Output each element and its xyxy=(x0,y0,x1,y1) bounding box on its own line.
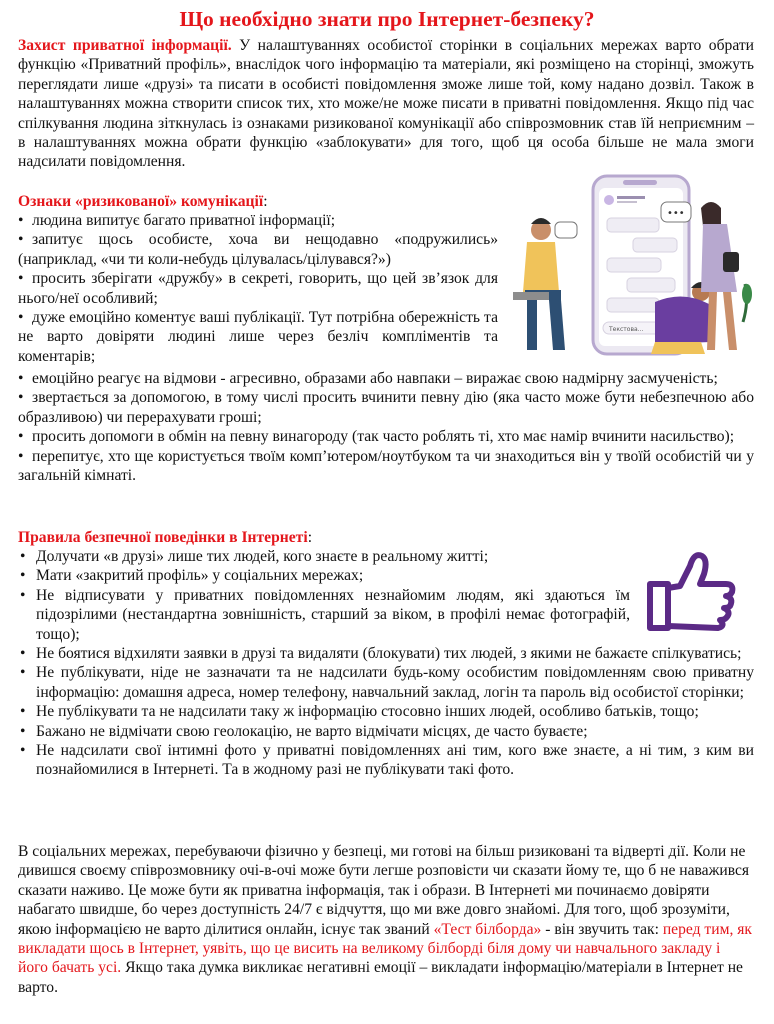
privacy-paragraph xyxy=(18,36,754,172)
list-item: • запитує щось особисте, хоча ви нещодавно «подружились» (наприклад, «чи ти коли-небудь цілувалась/цілувався?») xyxy=(18,230,498,269)
closing-text-2: - він звучить так: xyxy=(545,920,659,938)
list-item: • перепитує, хто ще користується твоїм комп’ютером/ноутбуком та чи знаходиться він у твоїй особистій чи у загальній кімнаті. xyxy=(18,447,754,486)
risky-heading: Ознаки «ризикованої» комунікації: xyxy=(18,193,268,210)
risky-list-narrow xyxy=(18,211,498,366)
privacy-text: У налаштуваннях особистої сторінки в соціальних мережах варто обрати функцію «Приватний профіль», внаслідок чого інформацію та матеріали, які розміщено на сторінці, зможуть переглядати лише «друзі» та писати в особисті повідомлення зможе лише той, кому надано дозвіл. Також в налаштуваннях можна створити список тих, хто може/не може писати в приватні повідомлення. Якщо під час спілкування людина зіткнулась із ознаками ризикованої комунікації або співрозмовник став їй неприємним – в налаштуваннях можна обрати функцію «заблокувати» для того, щоб ця особа більше не мала змоги надсилати повідомлення. xyxy=(18,37,755,171)
list-item: • Бажано не відмічати свою геолокацію, не варто відмічати місцях, де часто буваєте; xyxy=(18,722,754,741)
list-item: • просить допомоги в обмін на певну винагороду (так часто роблять ті, хто має намір вчинити насильство); xyxy=(18,427,754,446)
list-item: • Не відписувати у приватних повідомленнях незнайомим людям, які здаються їм підозрілими (нестандартна зовнішність, старший за віком, в профілі немає фотографій, тощо); xyxy=(18,586,630,644)
list-item: • просить зберігати «дружбу» в секреті, говорить, що цей зв’язок для нього/неї особливий; xyxy=(18,269,498,308)
closing-text-3: Якщо така думка викликає негативні емоції – викладати інформацію/матеріали в Інтернет не варто. xyxy=(18,959,743,996)
list-item: • дуже емоційно коментує ваші публікації. Тут потрібна обережність та не варто довіряти людині лише через безліч компліментів та коментарів; xyxy=(18,308,498,366)
phone-input-placeholder: Текстова... xyxy=(609,326,644,333)
list-item: • Долучати «в друзі» лише тих людей, кого знаєте в реальному житті; xyxy=(18,547,630,566)
list-item: • Не надсилати свої інтимні фото у приватні повідомленнях ані тим, кого вже знаєте, а ні тим, з ким ви познайомилися в Інтернеті. Та в жодному разі не публікувати такі фото. xyxy=(18,741,754,780)
list-item: • людина випитує багато приватної інформації; xyxy=(18,211,498,230)
list-item: • Не публікувати та не надсилати таку ж інформацію стосовно інших людей, особливо батьків, тощо; xyxy=(18,702,754,721)
risky-list-wide xyxy=(18,369,754,485)
svg-text:•••: ••• xyxy=(667,208,685,219)
list-item: • Мати «закритий профіль» у соціальних мережах; xyxy=(18,566,630,585)
page-title: Що необхідно знати про Інтернет-безпеку? xyxy=(179,7,595,31)
closing-text-1: В соціальних мережах, перебуваючи фізично у безпеці, ми готові на більш ризиковані та відверті дії. Коли не дивишся своєму співрозмовнику очі-в-очі може бути легше розповісти чи сказати йому те, що б не наважився сказати наживо. Це може бути як приватна інформація, так і образи. В Інтернеті ми починаємо довіряти набагато швидше, бо через доступність 24/7 є відчуття, що ми вже довго знайомі. Для того, щоб зрозуміти, якою інформацією не варто ділитися онлайн, існує так званий xyxy=(18,843,750,938)
billboard-test-name: «Тест білборда» xyxy=(433,920,542,938)
list-item: • емоційно реагує на відмови - агресивно, образами або навпаки – виражає свою надмірну засмученість; xyxy=(18,369,754,388)
rules-list-wide xyxy=(18,644,754,780)
billboard-test-rule: перед тим, як викладати щось в Інтернет, уявіть, що це висить на великому білборді біля дому чи навчального закладу і його бачать усі. xyxy=(18,920,752,977)
list-item: • Не публікувати, ніде не зазначати та не надсилати будь-кому особистим повідомленням свою приватну інформацію: домашня адреса, номер телефону, навчальний заклад, логін та пароль від особистої сторінки; xyxy=(18,663,754,702)
rules-heading: Правила безпечної поведінки в Інтернеті: xyxy=(18,529,313,546)
list-item: • звертається за допомогою, в тому числі просить вчинити певну дію (яка часто може бути небезпечною або образливою) чи перерахувати гроші; xyxy=(18,388,754,427)
smartphone-chat-illustration xyxy=(505,172,753,360)
privacy-heading: Захист приватної інформації. xyxy=(18,37,232,54)
list-item: • Не боятися відхиляти заявки в друзі та видаляти (блокувати) тих людей, з якими не бажаєте спілкуватись; xyxy=(18,644,754,663)
closing-paragraph xyxy=(18,842,754,997)
rules-list-narrow xyxy=(18,547,630,644)
thumbs-up-icon xyxy=(646,546,738,632)
